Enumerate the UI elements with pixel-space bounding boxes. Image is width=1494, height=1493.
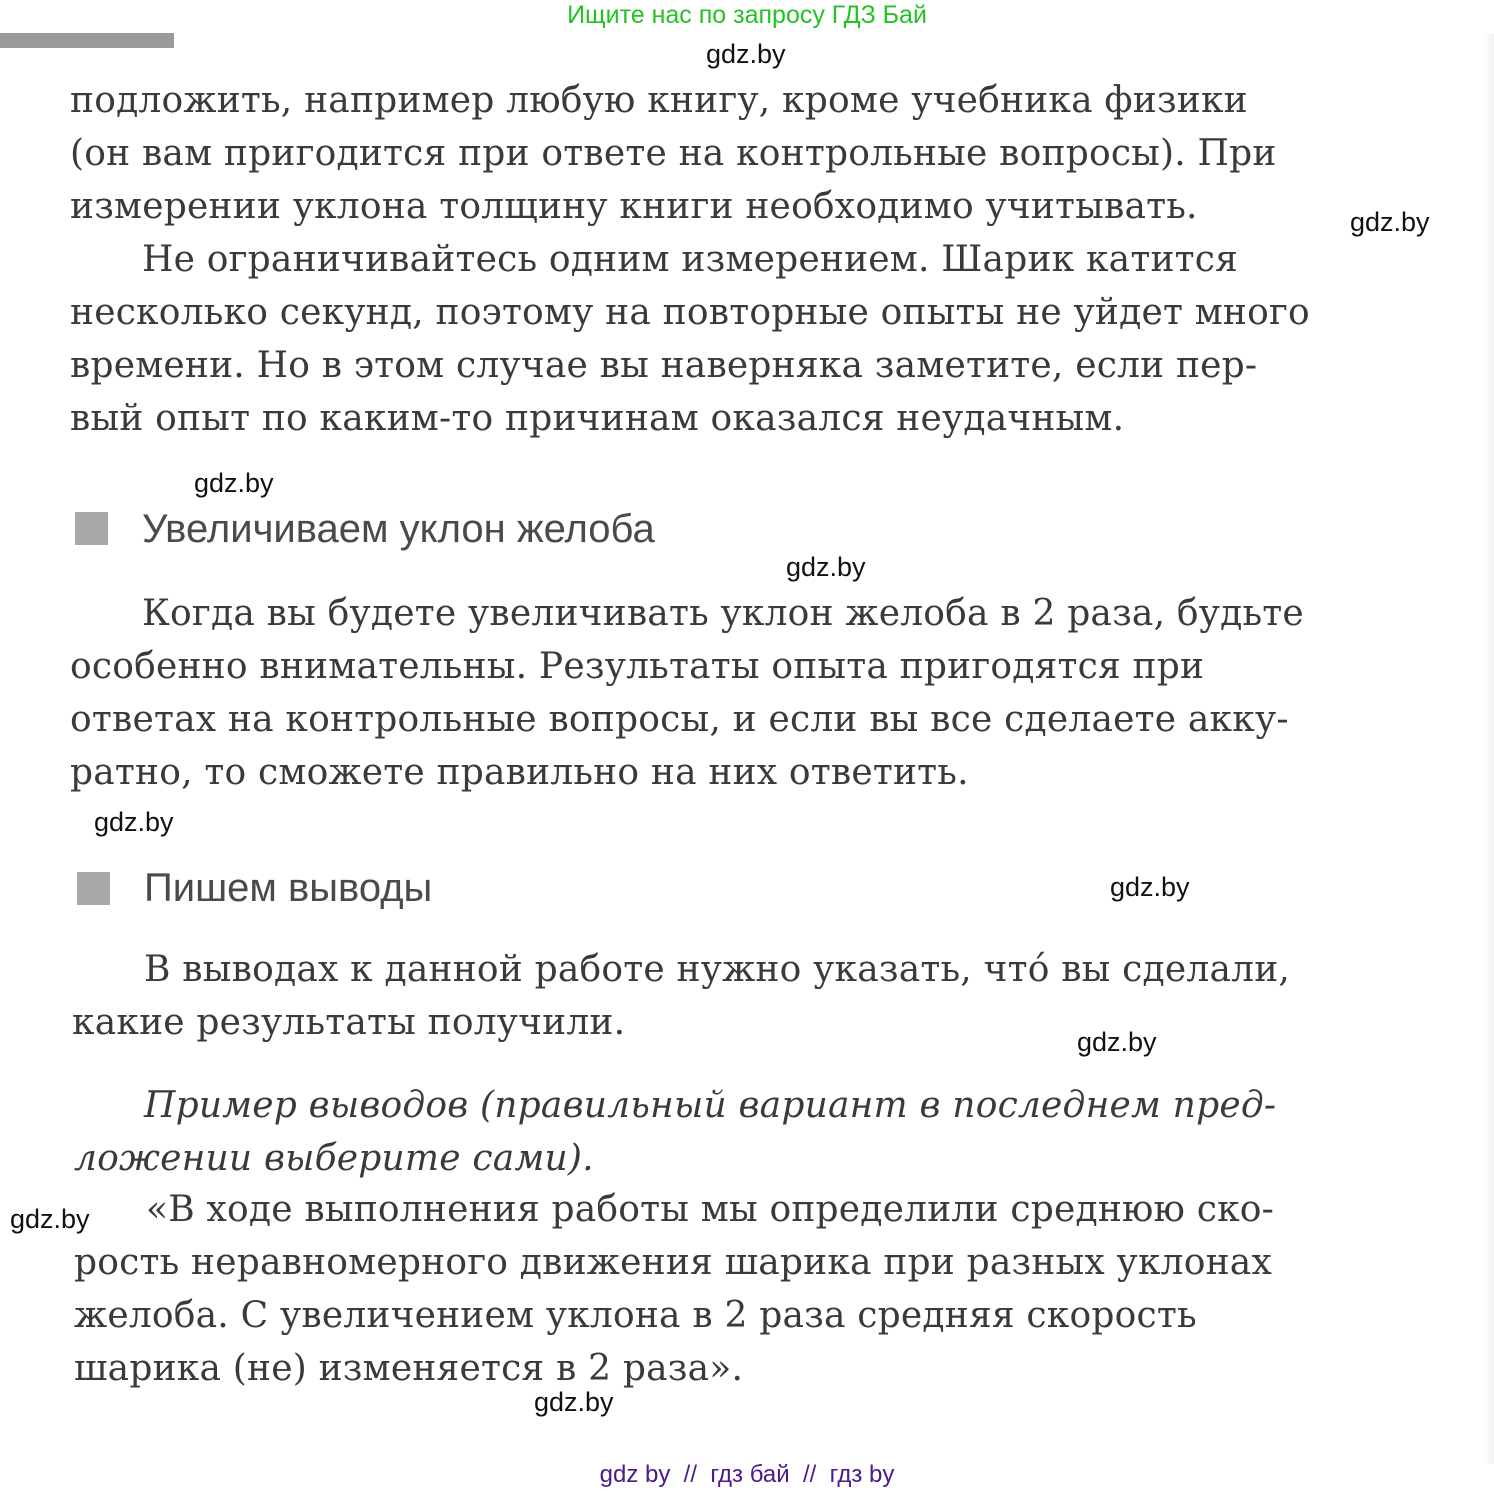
watermark: gdz.by [706, 39, 786, 69]
text-line: времени. Но в этом случае вы наверняка заметите, если пер- [70, 345, 1258, 386]
watermark: gdz.by [94, 807, 174, 837]
square-bullet-icon [75, 512, 108, 545]
watermark: gdz.by [534, 1387, 614, 1417]
watermark: gdz.by [1110, 872, 1190, 902]
text-line: особенно внимательны. Результаты опыта пригодятся при [70, 646, 1205, 687]
watermark: gdz.by [1077, 1027, 1157, 1057]
text-line: Когда вы будете увеличивать уклон желоба в 2 раза, будьте [142, 593, 1304, 634]
text-line: желоба. С увеличением уклона в 2 раза средняя скорость [74, 1295, 1197, 1336]
text-line: шарика (не) изменяется в 2 раза». [74, 1348, 744, 1389]
footer-watermark: gdz by // гдз бай // гдз by [599, 1461, 895, 1488]
text-line: Не ограничивайтесь одним измерением. Шарик катится [142, 239, 1239, 280]
scan-page-edge [1484, 34, 1494, 1464]
text-line: несколько секунд, поэтому на повторные опыты не уйдет много [70, 292, 1310, 333]
text-line: какие результаты получили. [72, 1002, 626, 1043]
text-line: ответах на контрольные вопросы, и если вы все сделаете акку- [70, 699, 1289, 740]
square-bullet-icon [77, 872, 110, 905]
watermark: gdz.by [1350, 207, 1430, 237]
text-line: измерении уклона толщину книги необходимо учитывать. [70, 186, 1198, 227]
text-line: (он вам пригодится при ответе на контрольные вопросы). При [70, 133, 1277, 174]
section-title: Увеличиваем уклон желоба [142, 507, 655, 551]
watermark: gdz.by [194, 468, 274, 498]
text-line: ратно, то сможете правильно на них ответить. [70, 752, 969, 793]
text-line: «В ходе выполнения работы мы определили среднюю ско- [146, 1189, 1275, 1230]
text-line: Пример выводов (правильный вариант в последнем пред- [144, 1085, 1277, 1126]
section-title: Пишем выводы [144, 866, 433, 910]
top-watermark-banner: Ищите нас по запросу ГДЗ Бай [567, 1, 927, 29]
text-line: ложении выберите сами). [74, 1138, 594, 1179]
watermark: gdz.by [786, 552, 866, 582]
text-line: вый опыт по каким-то причинам оказался неудачным. [70, 398, 1125, 439]
text-line: рость неравномерного движения шарика при разных уклонах [74, 1242, 1272, 1283]
text-line: В выводах к данной работе нужно указать, что́ вы сделали, [144, 949, 1291, 990]
scan-header-bar [0, 33, 174, 48]
watermark: gdz.by [10, 1204, 90, 1234]
text-line: подложить, например любую книгу, кроме учебника физики [70, 80, 1248, 121]
